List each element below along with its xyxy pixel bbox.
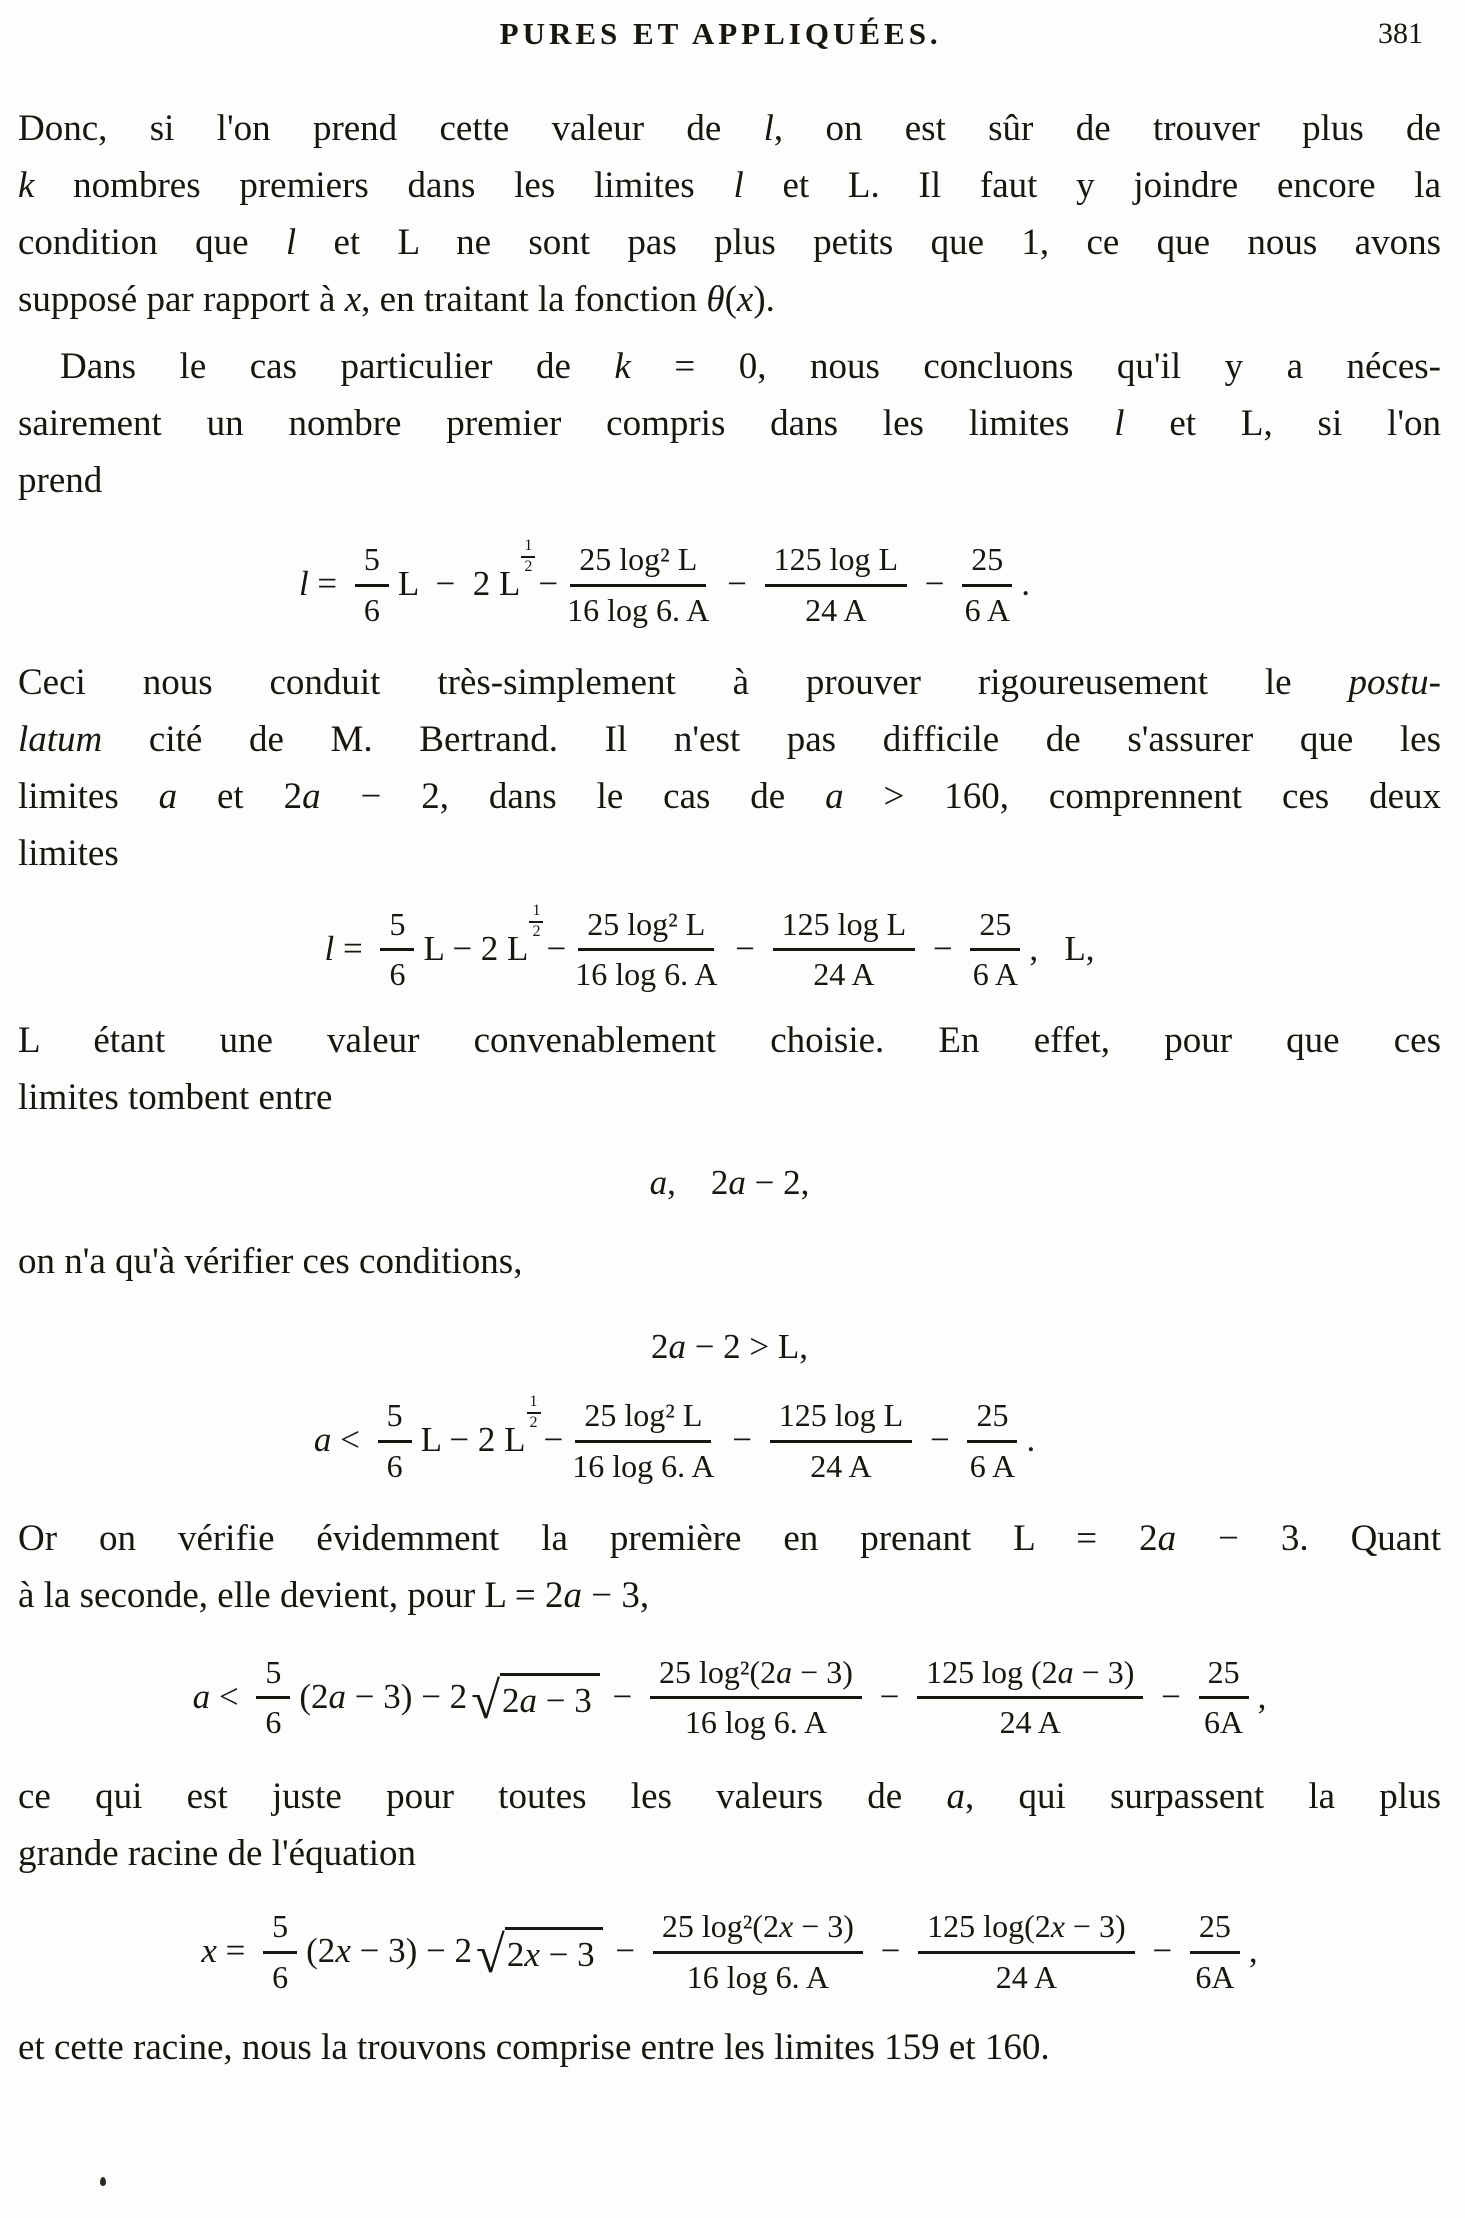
- formula-text: −: [718, 564, 756, 604]
- paragraph-dans-le-cas: [18, 338, 1441, 509]
- paragraph-ce-qui-est-juste: [18, 1768, 1441, 1882]
- square-root: √ 2a − 3: [471, 1673, 600, 1721]
- fraction: $\frac{5}{6}$: [380, 904, 414, 995]
- fraction: $\frac{\text{25 log² L}}{16 \log 6. A}$: [572, 1397, 715, 1484]
- paragraph-ceci-nous-conduit: [18, 654, 1441, 882]
- formula-text: L − 2 L: [397, 564, 521, 604]
- fraction: $\frac{\text{125 log L}}{24 A}$: [765, 539, 907, 630]
- formula-text: , L,: [1029, 928, 1095, 968]
- running-title: PURES ET APPLIQUÉES.: [499, 16, 942, 51]
- formula-text: −: [543, 1420, 564, 1460]
- formula-l-definition: [18, 539, 1311, 630]
- formula-text: −: [1143, 1931, 1181, 1971]
- text-line: Donc, si l'on prend cette valeur de l, on est sûr de trouver plus de: [18, 108, 1441, 149]
- formula-text: a <: [192, 1676, 248, 1716]
- text-line: ce qui est juste pour toutes les valeurs de a, qui surpassent la plus: [18, 1776, 1441, 1817]
- formula-text: (2a − 3) − 2: [299, 1676, 468, 1716]
- formula-a-less-than-2a-3: [18, 1652, 1441, 1743]
- paragraph-on-na-qua: [18, 1233, 1441, 1290]
- formula-l-definition-with-L: [18, 901, 1401, 995]
- text-line: Dans le cas particulier de k = 0, nous concluons qu'il y a néces-: [60, 346, 1441, 387]
- text-line: prend: [18, 460, 103, 501]
- formula-text: −: [916, 564, 954, 604]
- formula-text: −: [921, 1420, 959, 1460]
- formula-text: −: [924, 928, 962, 968]
- formula-text: −: [603, 1676, 642, 1716]
- fraction: $\frac{\text{25 log²(2a − 3)}}{16 \log 6. A}$: [650, 1652, 862, 1743]
- text-line: latum cité de M. Bertrand. Il n'est pas difficile de s'assurer que les: [18, 718, 1441, 760]
- display-a-2a-2: a, 2a − 2,: [649, 1163, 810, 1202]
- formula-text: .: [1021, 564, 1031, 604]
- paragraph-et-cette-racine: [18, 2019, 1441, 2076]
- formula-text: ,: [1248, 1931, 1258, 1971]
- text-line: limites tombent entre: [18, 1077, 333, 1118]
- fraction: $\frac{\text{125 log L}}{24 A}$: [770, 1395, 912, 1486]
- fraction: $\frac{5}{6}$: [378, 1395, 412, 1486]
- text-line: à la seconde, elle devient, pour L = 2a − 3,: [18, 1574, 650, 1616]
- formula-text: a <: [313, 1420, 369, 1460]
- text-line: limites: [18, 832, 119, 874]
- formula-text: x =: [201, 1931, 255, 1971]
- square-root: √ 2x − 3: [476, 1927, 603, 1975]
- fraction: $\frac{5}{6}$: [256, 1652, 290, 1743]
- formula-text: −: [723, 1420, 761, 1460]
- display-2a-2-greater-L: 2a − 2 > L,: [650, 1327, 809, 1366]
- text-line: k nombres premiers dans les limites l et L. Il faut y joindre encore la: [18, 165, 1441, 206]
- text-line: supposé par rapport à x, en traitant la fonction θ(x).: [18, 279, 775, 320]
- formula-text: ,: [1257, 1676, 1267, 1716]
- fraction: $\frac{25}{6A}$: [1199, 1652, 1249, 1743]
- formula-a-less-than: [18, 1395, 1331, 1486]
- fraction: $\frac{5}{6}$: [355, 539, 389, 630]
- text-line: Or on vérifie évidemment la première en prenant L = 2a − 3. Quant: [18, 1517, 1441, 1559]
- paragraph-l-etant: [18, 1012, 1441, 1126]
- formula-text: .: [1026, 1420, 1036, 1460]
- text-line: sairement un nombre premier compris dans les limites l et L, si l'on: [18, 403, 1441, 444]
- formula-text: −: [606, 1931, 644, 1971]
- formula-text: −: [546, 928, 567, 968]
- fraction: $\frac{5}{6}$: [263, 1906, 297, 1997]
- formula-text: −: [1152, 1676, 1190, 1716]
- fraction: $\frac{\text{25 log² L}}{16 \log 6. A}$: [575, 905, 718, 993]
- formula-text: L − 2 L: [420, 1420, 526, 1460]
- formula-text: (2x − 3) − 2: [306, 1931, 472, 1971]
- formula-text: −: [871, 1931, 910, 1971]
- text-line: on n'a qu'à vérifier ces conditions,: [18, 1241, 523, 1282]
- page-header: [18, 16, 1441, 68]
- text-line: condition que l et L ne sont pas plus petits que 1, ce que nous avons: [18, 222, 1441, 263]
- formula-text: L − 2 L: [423, 928, 529, 968]
- ink-dot: [100, 2177, 106, 2186]
- fraction: $\frac{125 \log (2a - 3)}{24 A}$: [917, 1652, 1143, 1743]
- formula-text: −: [726, 928, 764, 968]
- text-line: grande racine de l'équation: [18, 1833, 417, 1874]
- superscript-fraction: $\frac{1}{2}$: [521, 538, 535, 576]
- formula-x-equation: [18, 1906, 1441, 1997]
- superscript-fraction: $\frac{1}{2}$: [529, 903, 543, 941]
- fraction: $\frac{125 \log(2x - 3)}{24 A}$: [918, 1906, 1134, 1997]
- formula-text: l =: [324, 928, 372, 968]
- fraction: $\frac{\text{125 log L}}{24 A}$: [773, 904, 915, 995]
- superscript-fraction: $\frac{1}{2}$: [527, 1394, 541, 1432]
- page-number: 381: [1378, 17, 1423, 50]
- formula-text: −: [538, 564, 559, 604]
- text-line: Ceci nous conduit très-simplement à prouver rigoureusement le postu-: [18, 661, 1441, 703]
- formula-text: −: [870, 1676, 909, 1716]
- paragraph-or-on-verifie: [18, 1510, 1441, 1624]
- paragraph-donc: [18, 100, 1441, 328]
- text-line: limites a et 2a − 2, dans le cas de a > 160, comprennent ces deux: [18, 775, 1441, 817]
- fraction: $\frac{\text{25 log²(2x − 3)}}{16 \log 6. A}$: [653, 1906, 863, 1997]
- fraction: $\frac{25}{6 A}$: [967, 1395, 1017, 1486]
- text-line: et cette racine, nous la trouvons comprise entre les limites 159 et 160.: [18, 2026, 1050, 2068]
- fraction: $\frac{\text{25 log² L}}{16 \log 6. A}$: [567, 541, 710, 628]
- fraction: $\frac{25}{6 A}$: [970, 904, 1020, 995]
- fraction: $\frac{25}{6A}$: [1190, 1906, 1240, 1997]
- fraction: $\frac{25}{6 A}$: [962, 539, 1012, 630]
- text-line: L étant une valeur convenablement choisie. En effet, pour que ces: [18, 1020, 1441, 1061]
- formula-text: l =: [298, 564, 346, 604]
